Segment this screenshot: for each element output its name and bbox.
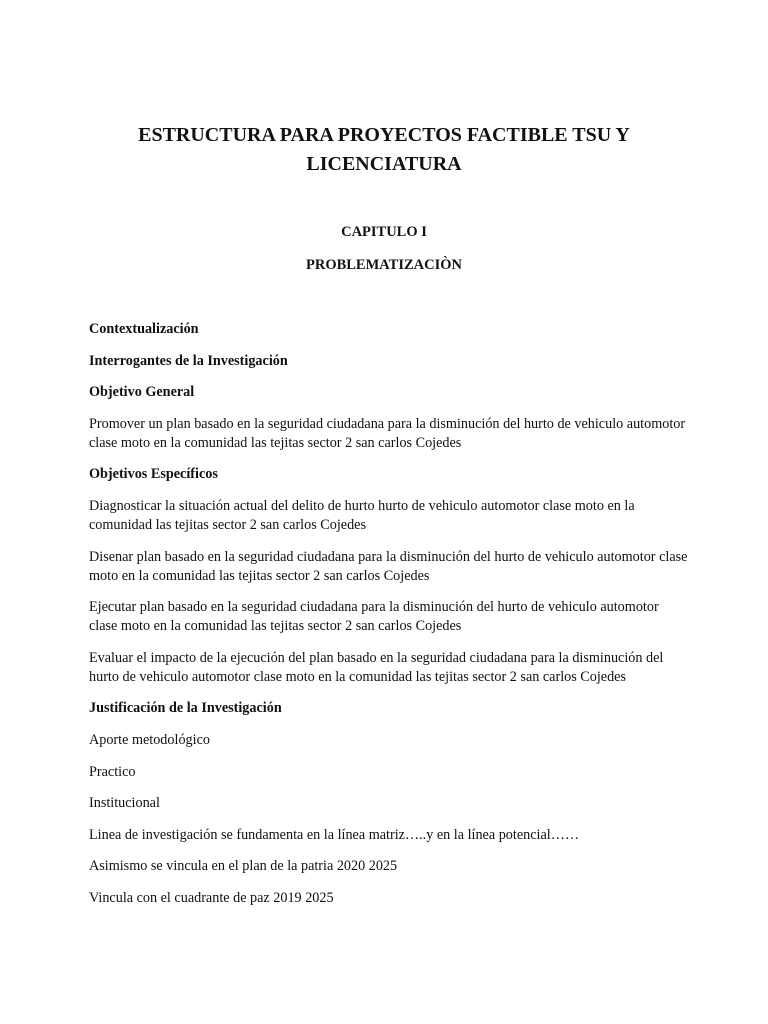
heading-objetivos-especificos: Objetivos Específicos — [89, 466, 218, 483]
paragraph-objetivo-especifico: Evaluar el impacto de la ejecución del plan basado en la seguridad ciudadana para la disminución del hurto de vehiculo automotor clase moto en la comunidad las tejitas sector 2 san carlos Cojedes — [89, 649, 664, 685]
paragraph-objetivo-especifico: Disenar plan basado en la seguridad ciudadana para la disminución del hurto de vehiculo automotor clase moto en la comunidad las tejitas sector 2 san carlos Cojedes — [89, 548, 688, 584]
paragraph-objetivo-general: Promover un plan basado en la seguridad ciudadana para la disminución del hurto de vehiculo automotor clase moto en la comunidad las tejitas sector 2 san carlos Cojedes — [89, 415, 686, 451]
paragraph-justificacion-item: Vincula con el cuadrante de paz 2019 2025 — [89, 889, 334, 906]
paragraph-objetivo-especifico: Ejecutar plan basado en la seguridad ciudadana para la disminución del hurto de vehiculo automotor clase moto en la comunidad las tejitas sector 2 san carlos Cojedes — [89, 599, 659, 635]
paragraph-objetivo-especifico: Diagnosticar la situación actual del delito de hurto hurto de vehiculo automotor clase moto en la comunidad las tejitas sector 2 san carlos Cojedes — [89, 497, 635, 533]
paragraph-justificacion-item: Institucional — [89, 795, 160, 812]
document-title: ESTRUCTURA PARA PROYECTOS FACTIBLE TSU Y LICENCIATURA — [138, 124, 630, 175]
heading-justificacion: Justificación de la Investigación — [89, 700, 282, 717]
paragraph-justificacion-item: Practico — [89, 763, 136, 780]
paragraph-justificacion-item: Asimismo se vincula en el plan de la patria 2020 2025 — [89, 858, 398, 875]
chapter-title: PROBLEMATIZACIÒN — [305, 257, 463, 273]
heading-objetivo-general: Objetivo General — [89, 384, 195, 401]
paragraph-justificacion-item: Aporte metodológico — [89, 731, 210, 748]
paragraph-justificacion-item: Linea de investigación se fundamenta en la línea matriz…..y en la línea potencial…… — [89, 826, 580, 843]
heading-interrogantes: Interrogantes de la Investigación — [89, 352, 288, 369]
heading-contextualizacion: Contextualización — [89, 321, 199, 337]
chapter-number: CAPITULO I — [341, 224, 427, 240]
document-body — [89, 320, 689, 921]
